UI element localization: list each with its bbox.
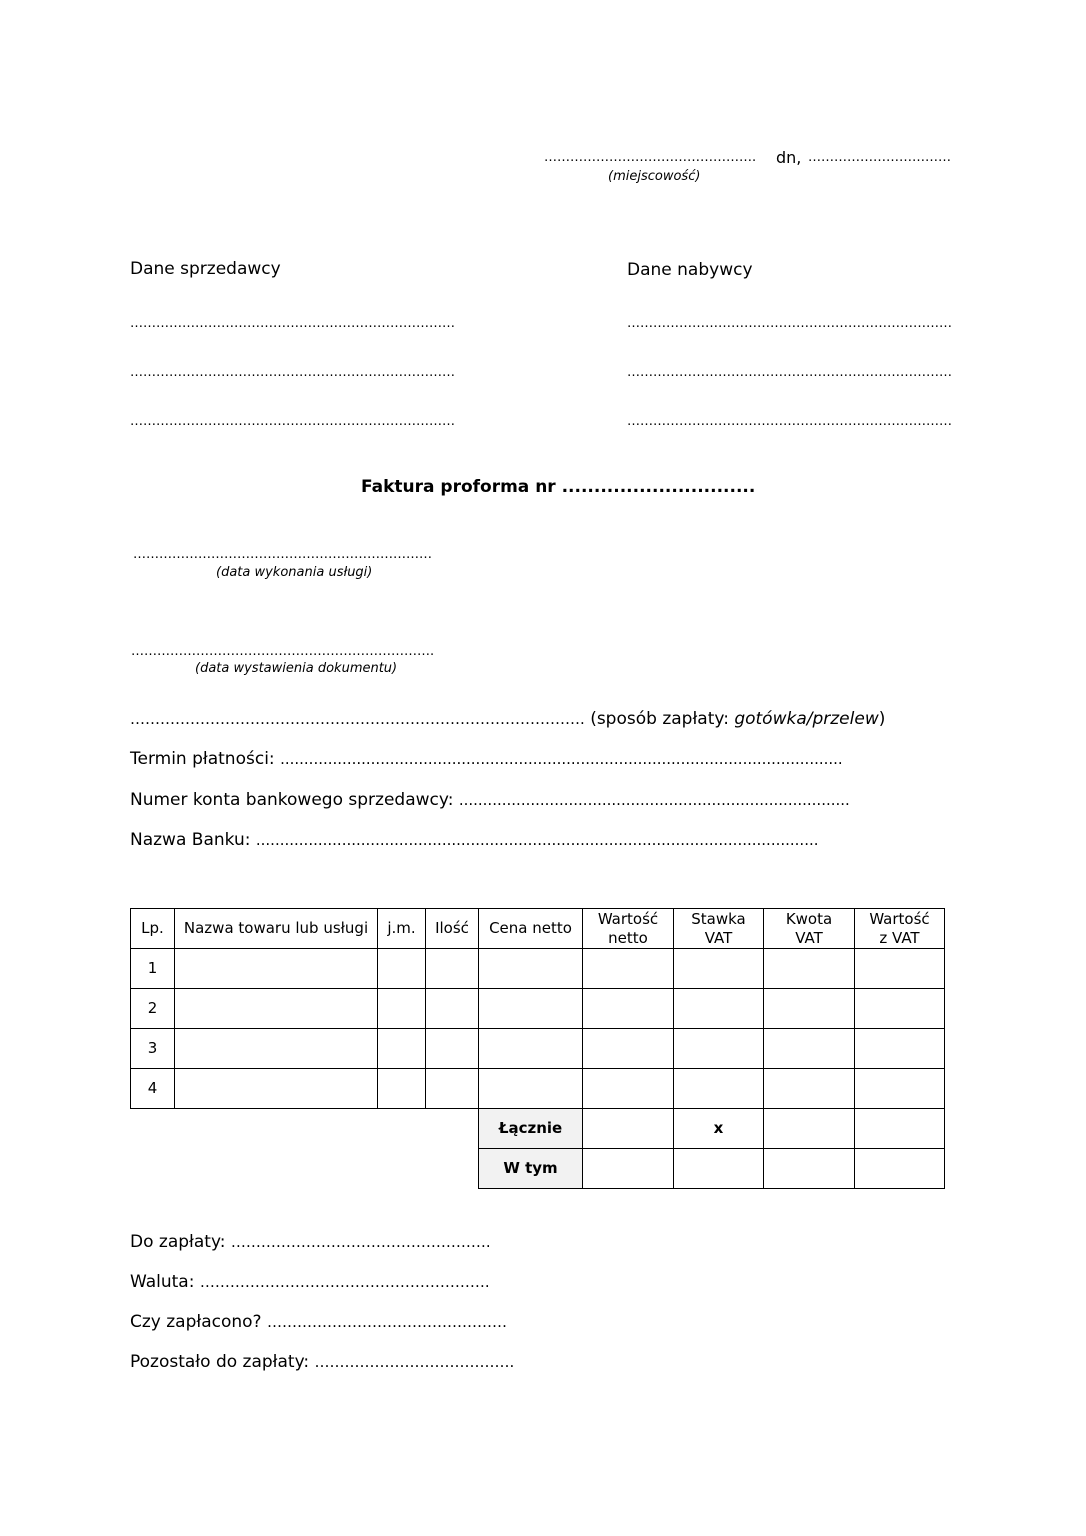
cell-item-name[interactable] bbox=[175, 949, 378, 989]
empty-space bbox=[131, 1109, 479, 1149]
seller-line-3: ………………………………………………………………… bbox=[130, 414, 455, 429]
header-gross-value-line1: Wartość bbox=[869, 909, 930, 928]
currency-label: Waluta: bbox=[130, 1272, 195, 1292]
bank-account-label: Numer konta bankowego sprzedawcy: bbox=[130, 790, 454, 810]
cell-net-value[interactable] bbox=[583, 1069, 674, 1109]
total-vat-rate-x: x bbox=[674, 1109, 764, 1149]
payment-method-options: gotówka/przelew bbox=[734, 709, 879, 729]
to-pay-dots: ……………………………………………. bbox=[230, 1233, 491, 1251]
bank-name-line bbox=[130, 830, 819, 850]
cell-vat-amount[interactable] bbox=[764, 989, 855, 1029]
cell-vat-amount[interactable] bbox=[764, 1029, 855, 1069]
cell-net-price[interactable] bbox=[479, 1029, 583, 1069]
bank-name-dots: ...................................................................................................................... bbox=[255, 831, 819, 849]
cell-quantity[interactable] bbox=[426, 1069, 479, 1109]
header-vat-amount-line2: VAT bbox=[795, 928, 823, 947]
header-net-value bbox=[583, 909, 674, 949]
cell-vat-amount[interactable] bbox=[764, 1069, 855, 1109]
cell-gross-value[interactable] bbox=[855, 1029, 945, 1069]
cell-net-price[interactable] bbox=[479, 1069, 583, 1109]
remaining-line bbox=[130, 1352, 514, 1372]
header-net-value-line2: netto bbox=[608, 928, 648, 947]
payment-method-suffix: ) bbox=[878, 709, 886, 729]
header-vat-rate-line1: Stawka bbox=[691, 909, 746, 928]
cell-gross-value[interactable] bbox=[855, 949, 945, 989]
payment-method-line bbox=[130, 709, 885, 729]
cell-item-name[interactable] bbox=[175, 1029, 378, 1069]
cell-item-name[interactable] bbox=[175, 1069, 378, 1109]
paid-line bbox=[130, 1312, 507, 1332]
buyer-label: Dane nabywcy bbox=[627, 260, 753, 280]
cell-quantity[interactable] bbox=[426, 1029, 479, 1069]
place-caption: (miejscowość) bbox=[608, 169, 701, 184]
header-quantity: Ilość bbox=[426, 909, 479, 949]
cell-gross-value[interactable] bbox=[855, 989, 945, 1029]
cell-gross-value[interactable] bbox=[855, 1069, 945, 1109]
table-header-row bbox=[131, 909, 945, 949]
row-number: 1 bbox=[131, 949, 175, 989]
cell-unit[interactable] bbox=[378, 949, 426, 989]
cell-net-value[interactable] bbox=[583, 1029, 674, 1069]
cell-vat-rate[interactable] bbox=[674, 949, 764, 989]
cell-net-value[interactable] bbox=[583, 989, 674, 1029]
empty-space bbox=[131, 1149, 479, 1189]
cell-vat-rate[interactable] bbox=[674, 1029, 764, 1069]
header-unit: j.m. bbox=[378, 909, 426, 949]
total-net-value[interactable] bbox=[583, 1109, 674, 1149]
header-vat-amount bbox=[764, 909, 855, 949]
bank-account-line bbox=[130, 790, 850, 810]
row-number: 4 bbox=[131, 1069, 175, 1109]
currency-dots: …………………………………………………. bbox=[199, 1273, 490, 1291]
header-vat-amount-line1: Kwota bbox=[785, 909, 833, 928]
items-table bbox=[130, 908, 945, 1189]
to-pay-label: Do zapłaty: bbox=[130, 1232, 226, 1252]
of-which-vat-rate[interactable] bbox=[674, 1149, 764, 1189]
cell-unit[interactable] bbox=[378, 1029, 426, 1069]
cell-unit[interactable] bbox=[378, 1069, 426, 1109]
cell-quantity[interactable] bbox=[426, 949, 479, 989]
issue-date-caption: (data wystawienia dokumentu) bbox=[195, 661, 398, 676]
cell-unit[interactable] bbox=[378, 989, 426, 1029]
cell-net-price[interactable] bbox=[479, 949, 583, 989]
of-which-row bbox=[131, 1149, 945, 1189]
payment-term-line bbox=[130, 749, 843, 769]
of-which-gross-value[interactable] bbox=[855, 1149, 945, 1189]
header-lp: Lp. bbox=[131, 909, 175, 949]
document-title: Faktura proforma nr .............................. bbox=[361, 477, 756, 497]
payment-term-dots: ...................................................................................................................... bbox=[280, 750, 843, 768]
table-row bbox=[131, 1029, 945, 1069]
of-which-label: W tym bbox=[479, 1149, 583, 1189]
of-which-net-value[interactable] bbox=[583, 1149, 674, 1189]
cell-vat-rate[interactable] bbox=[674, 989, 764, 1029]
header-gross-value bbox=[855, 909, 945, 949]
header-net-value-line1: Wartość bbox=[597, 909, 659, 928]
table-row bbox=[131, 949, 945, 989]
buyer-line-1: ………………………………………………………………… bbox=[627, 316, 952, 331]
cell-vat-amount[interactable] bbox=[764, 949, 855, 989]
currency-line bbox=[130, 1272, 490, 1292]
row-number: 2 bbox=[131, 989, 175, 1029]
header-item-name: Nazwa towaru lub usługi bbox=[175, 909, 378, 949]
paid-dots: ………………………………………… bbox=[267, 1313, 507, 1331]
bank-account-dots: .................................................................................. bbox=[458, 791, 850, 809]
bank-name-label: Nazwa Banku: bbox=[130, 830, 251, 850]
table-row bbox=[131, 989, 945, 1029]
of-which-vat-amount[interactable] bbox=[764, 1149, 855, 1189]
header-vat-rate-line2: VAT bbox=[704, 928, 733, 947]
service-date-dots: …………………………………………………………… bbox=[133, 547, 432, 562]
total-row bbox=[131, 1109, 945, 1149]
total-gross-value[interactable] bbox=[855, 1109, 945, 1149]
buyer-line-2: ………………………………………………………………… bbox=[627, 365, 952, 380]
total-label: Łącznie bbox=[479, 1109, 583, 1149]
total-vat-amount[interactable] bbox=[764, 1109, 855, 1149]
header-net-price: Cena netto bbox=[479, 909, 583, 949]
header-gross-value-line2: z VAT bbox=[879, 928, 920, 947]
dn-label: dn, bbox=[776, 148, 802, 167]
issue-date-dots: ……………………………………………………………. bbox=[131, 644, 435, 659]
cell-vat-rate[interactable] bbox=[674, 1069, 764, 1109]
table-row bbox=[131, 1069, 945, 1109]
seller-label: Dane sprzedawcy bbox=[130, 259, 281, 279]
remaining-label: Pozostało do zapłaty: bbox=[130, 1352, 310, 1372]
to-pay-line bbox=[130, 1232, 491, 1252]
cell-quantity[interactable] bbox=[426, 989, 479, 1029]
seller-line-1: ………………………………………………………………… bbox=[130, 316, 455, 331]
payment-method-prefix: (sposób zapłaty: bbox=[590, 709, 735, 729]
place-dots: …………………………………………. bbox=[544, 150, 757, 165]
seller-line-2: ………………………………………………………………… bbox=[130, 365, 455, 380]
buyer-line-3: ………………………………………………………………… bbox=[627, 414, 952, 429]
cell-net-price[interactable] bbox=[479, 989, 583, 1029]
payment-term-label: Termin płatności: bbox=[130, 749, 275, 769]
date-dots: …………………………… bbox=[808, 150, 951, 165]
cell-item-name[interactable] bbox=[175, 989, 378, 1029]
row-number: 3 bbox=[131, 1029, 175, 1069]
service-date-caption: (data wykonania usługi) bbox=[216, 565, 373, 580]
payment-method-dots: ………………………………………………………………………………. bbox=[130, 710, 585, 728]
remaining-dots: …………………………………. bbox=[314, 1353, 515, 1371]
header-vat-rate bbox=[674, 909, 764, 949]
cell-net-value[interactable] bbox=[583, 949, 674, 989]
paid-label: Czy zapłacono? bbox=[130, 1312, 262, 1332]
